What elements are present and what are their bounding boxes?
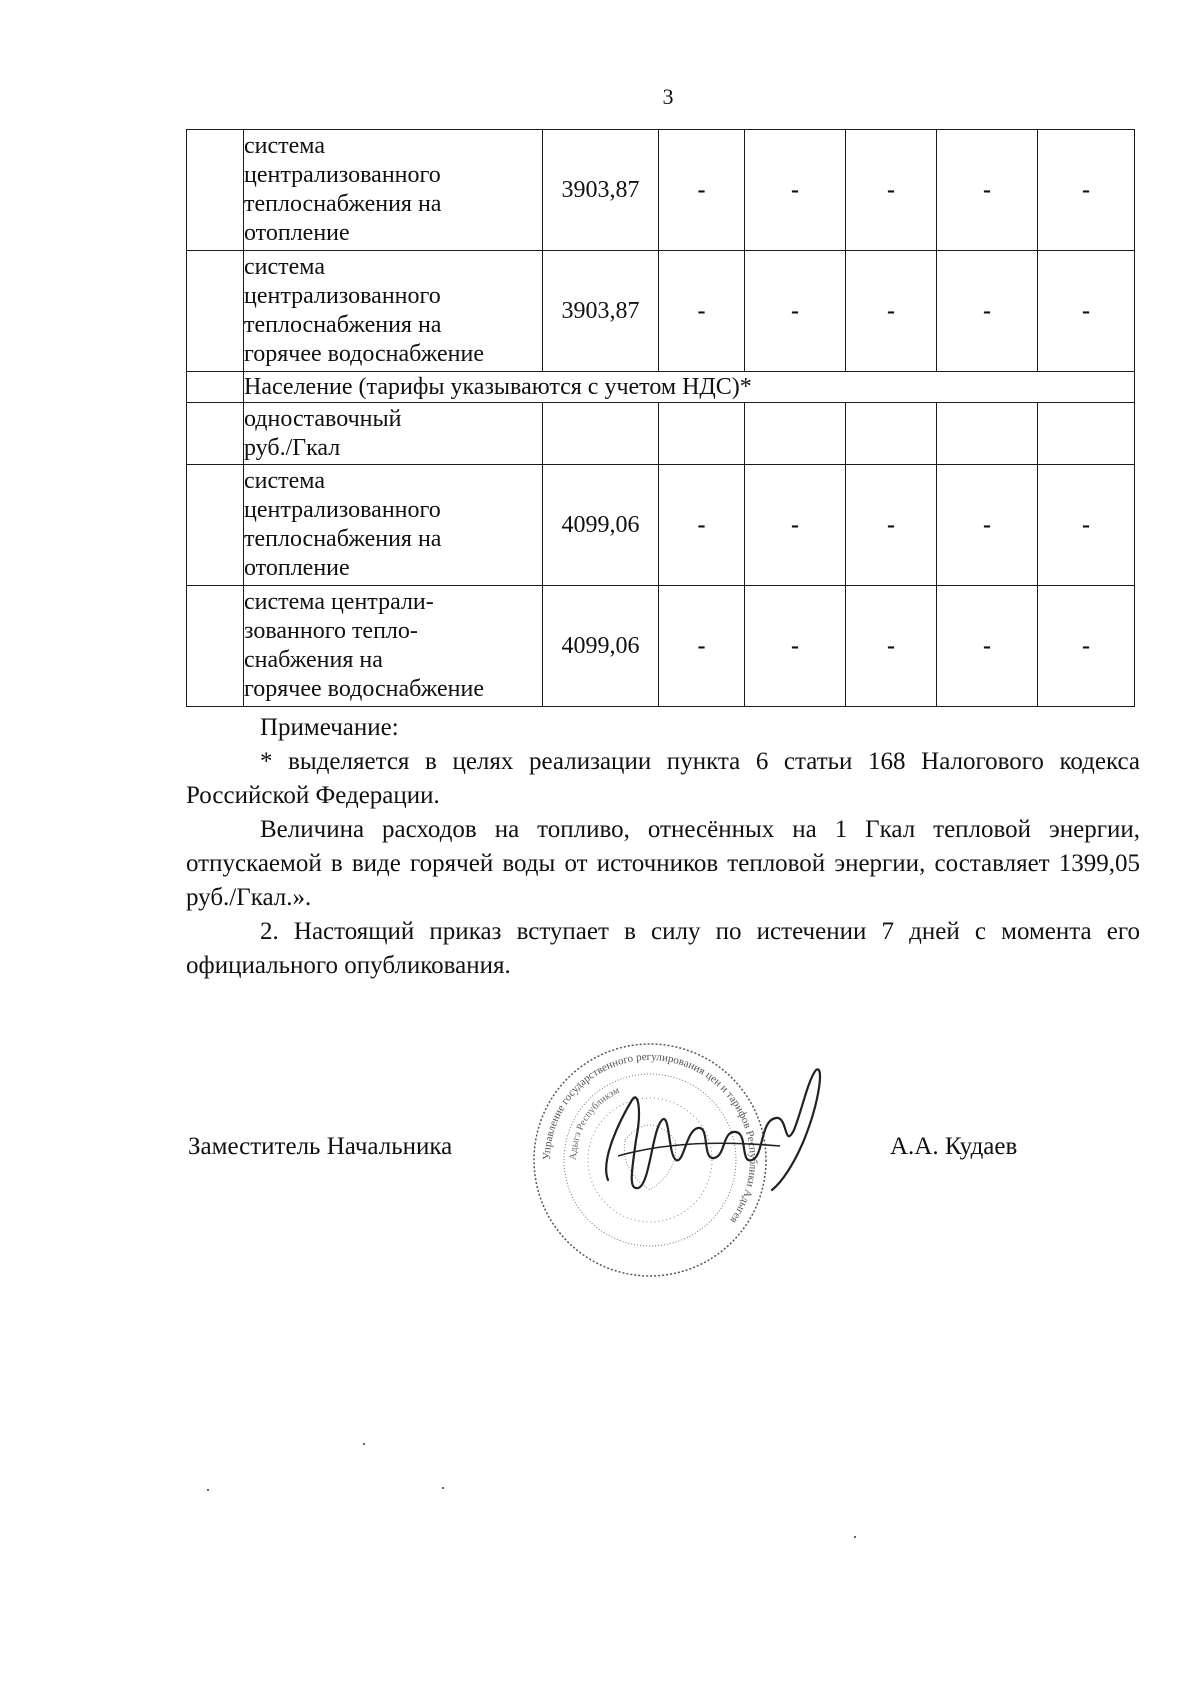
tariff-row-name: система централизованного теплоснабжения на отопление	[244, 465, 543, 586]
section-label: Население (тарифы указываются с учетом НДС)*	[244, 372, 1135, 403]
notes-heading: Примечание:	[260, 714, 399, 741]
table-cell-blank	[659, 403, 745, 465]
scan-speck	[854, 1536, 856, 1538]
scan-speck	[363, 1443, 365, 1445]
notes-footnote: * выделяется в целях реализации пункта 6 статьи 168 Налогового кодекса Российской Федерации.	[186, 748, 1140, 809]
table-row-section	[187, 372, 1135, 403]
unit-row-label: одноставочный руб./Гкал	[244, 403, 543, 465]
tariff-dash: -	[937, 251, 1038, 372]
signer-name: А.А. Кудаев	[890, 1133, 1018, 1160]
tariff-row-name: система централизованного теплоснабжения на отопление	[244, 130, 543, 251]
tariff-dash: -	[1038, 586, 1135, 707]
tariff-dash: -	[659, 586, 745, 707]
tariff-dash: -	[659, 251, 745, 372]
tariff-dash: -	[745, 251, 846, 372]
signature-icon	[590, 1060, 830, 1210]
table-cell-blank	[543, 403, 659, 465]
tariff-dash: -	[659, 465, 745, 586]
table-cell-blank	[187, 130, 244, 251]
tariff-table	[186, 129, 1135, 707]
tariff-dash: -	[846, 465, 937, 586]
clause-2-paragraph: 2. Настоящий приказ вступает в силу по истечении 7 дней с момента его официального опубликования.	[186, 918, 1140, 979]
table-cell-blank	[187, 586, 244, 707]
table-cell-blank	[846, 403, 937, 465]
table-row	[187, 130, 1135, 251]
table-row	[187, 465, 1135, 586]
tariff-dash: -	[1038, 251, 1135, 372]
table-row	[187, 403, 1135, 465]
fuel-cost-paragraph: Величина расходов на топливо, отнесённых на 1 Гкал тепловой энергии, отпускаемой в виде горячей воды от источников тепловой энергии, составляет 1399,05 руб./Гкал.».	[186, 816, 1140, 911]
tariff-dash: -	[1038, 130, 1135, 251]
scan-speck	[442, 1487, 444, 1489]
table-cell-blank	[937, 403, 1038, 465]
table-cell-blank	[187, 251, 244, 372]
tariff-row-name: система централизованного теплоснабжения на горячее водоснабжение	[244, 251, 543, 372]
seal-inner-text: Адыгэ Республикэм	[567, 1085, 622, 1161]
table-cell-blank	[187, 403, 244, 465]
tariff-dash: -	[937, 586, 1038, 707]
table-cell-blank	[187, 372, 244, 403]
page-number: 3	[662, 84, 674, 109]
tariff-value: 4099,06	[543, 586, 659, 707]
tariff-dash: -	[745, 586, 846, 707]
tariff-value: 3903,87	[543, 251, 659, 372]
tariff-dash: -	[745, 130, 846, 251]
notes-section	[186, 711, 1140, 983]
tariff-dash: -	[846, 251, 937, 372]
tariff-dash: -	[1038, 465, 1135, 586]
tariff-value: 4099,06	[543, 465, 659, 586]
signer-title: Заместитель Начальника	[188, 1133, 453, 1160]
tariff-row-name: система централи- зованного тепло- снабжения на горячее водоснабжение	[244, 586, 543, 707]
tariff-dash: -	[937, 130, 1038, 251]
tariff-dash: -	[846, 130, 937, 251]
table-cell-blank	[1038, 403, 1135, 465]
tariff-dash: -	[846, 586, 937, 707]
table-row	[187, 251, 1135, 372]
seal-outer-text: Управление государственного регулирования цен и тарифов Республики Адыгея	[540, 1050, 760, 1226]
table-cell-blank	[187, 465, 244, 586]
table-row	[187, 586, 1135, 707]
table-cell-blank	[745, 403, 846, 465]
tariff-dash: -	[659, 130, 745, 251]
tariff-dash: -	[745, 465, 846, 586]
tariff-dash: -	[937, 465, 1038, 586]
scan-speck	[207, 1489, 209, 1491]
tariff-value: 3903,87	[543, 130, 659, 251]
